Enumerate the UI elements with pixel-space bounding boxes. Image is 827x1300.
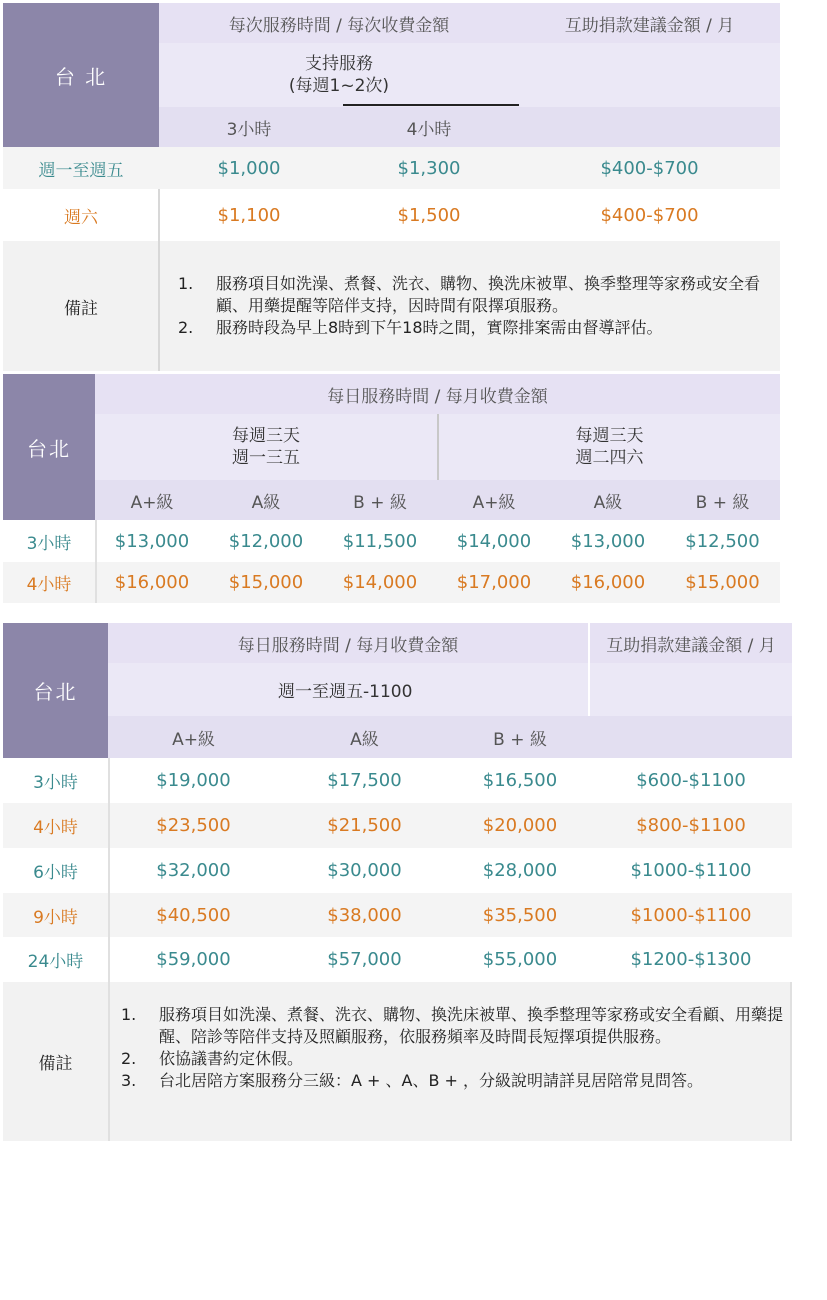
label-divider bbox=[95, 520, 97, 603]
schedule: 週一至週五-1100 bbox=[108, 663, 588, 716]
service-type bbox=[159, 43, 519, 107]
donation-cell: $400-$700 bbox=[519, 147, 780, 189]
grade-header: A級 bbox=[209, 480, 323, 520]
grade-header: B + 級 bbox=[450, 716, 590, 758]
row-label: 3小時 bbox=[3, 520, 95, 562]
note-text: 依協議書約定休假。 bbox=[159, 1049, 304, 1068]
city-cell: 台 北 bbox=[3, 3, 159, 147]
price-cell: $1,500 bbox=[339, 189, 519, 241]
grade-header: A+級 bbox=[108, 716, 279, 758]
note-number: 1. bbox=[178, 274, 194, 293]
row-label: 3小時 bbox=[3, 758, 108, 803]
price-cell: $40,500 bbox=[108, 893, 279, 937]
row-label: 週六 bbox=[3, 189, 159, 241]
col-donation-blank bbox=[519, 107, 780, 147]
donation-cell: $1200-$1300 bbox=[590, 937, 792, 982]
price-cell: $28,000 bbox=[450, 848, 590, 893]
price-cell: $19,000 bbox=[108, 758, 279, 803]
price-cell: $35,500 bbox=[450, 893, 590, 937]
price-cell: $17,500 bbox=[279, 758, 450, 803]
note-item bbox=[178, 317, 773, 339]
note-text: 服務項目如洗澡、煮餐、洗衣、購物、換洗床被單、換季整理等家務或安全看顧、用藥提醒、陪診等陪伴支持及照顧服務，依服務頻率及時間長短擇項提供服務。 bbox=[159, 1005, 784, 1046]
donation-cell: $1000-$1100 bbox=[590, 848, 792, 893]
notes-label: 備註 bbox=[3, 241, 159, 371]
grade-header: A+級 bbox=[437, 480, 551, 520]
label-divider bbox=[108, 758, 110, 1141]
note-number: 2. bbox=[121, 1049, 137, 1068]
note-number: 1. bbox=[121, 1005, 137, 1024]
price-cell: $15,000 bbox=[665, 562, 780, 603]
notes-list bbox=[178, 273, 773, 339]
price-cell: $57,000 bbox=[279, 937, 450, 982]
service-line2: (每週1~2次) bbox=[288, 76, 390, 96]
header-time: 每次服務時間 / 每次收費金額 bbox=[159, 3, 519, 43]
price-cell: $17,000 bbox=[437, 562, 551, 603]
price-cell: $16,000 bbox=[95, 562, 209, 603]
table-1 bbox=[3, 3, 780, 371]
row-label: 週一至週五 bbox=[3, 147, 159, 189]
row-label: 9小時 bbox=[3, 893, 108, 937]
donation-cell: $600-$1100 bbox=[590, 758, 792, 803]
right-border bbox=[790, 982, 792, 1141]
note-item bbox=[178, 273, 773, 317]
grade-header: A+級 bbox=[95, 480, 209, 520]
service-underline bbox=[343, 104, 519, 106]
price-cell: $14,000 bbox=[437, 520, 551, 562]
group-line1: 每週三天 bbox=[575, 426, 644, 446]
notes-label: 備註 bbox=[3, 982, 108, 1141]
price-cell: $16,000 bbox=[551, 562, 665, 603]
header-donation: 互助捐款建議金額 / 月 bbox=[519, 3, 780, 43]
donation-header-blank bbox=[590, 716, 792, 758]
group-divider bbox=[437, 414, 439, 480]
table-3 bbox=[3, 623, 792, 1141]
note-text: 服務時段為早上8時到下午18時之間，實際排案需由督導評估。 bbox=[216, 318, 663, 337]
note-item bbox=[121, 1004, 783, 1048]
price-cell: $12,500 bbox=[665, 520, 780, 562]
price-cell: $12,000 bbox=[209, 520, 323, 562]
notes-list bbox=[121, 1004, 783, 1092]
price-cell: $14,000 bbox=[323, 562, 437, 603]
price-cell: $1,100 bbox=[159, 189, 339, 241]
donation-cell: $1000-$1100 bbox=[590, 893, 792, 937]
price-cell: $13,000 bbox=[551, 520, 665, 562]
price-cell: $13,000 bbox=[95, 520, 209, 562]
donation-cell: $800-$1100 bbox=[590, 803, 792, 848]
grade-header: B + 級 bbox=[665, 480, 780, 520]
note-text: 服務項目如洗澡、煮餐、洗衣、購物、換洗床被單、換季整理等家務或安全看顧、用藥提醒等陪伴支持，因時間有限擇項服務。 bbox=[216, 274, 761, 315]
note-number: 3. bbox=[121, 1071, 137, 1090]
price-cell: $15,000 bbox=[209, 562, 323, 603]
price-cell: $59,000 bbox=[108, 937, 279, 982]
group-mon-wed-fri bbox=[95, 414, 437, 480]
note-number: 2. bbox=[178, 318, 194, 337]
col-4h: 4小時 bbox=[339, 107, 519, 147]
price-cell: $16,500 bbox=[450, 758, 590, 803]
price-cell: $23,500 bbox=[108, 803, 279, 848]
grade-header: A級 bbox=[279, 716, 450, 758]
price-cell: $11,500 bbox=[323, 520, 437, 562]
header-donation: 互助捐款建議金額 / 月 bbox=[590, 623, 792, 663]
donation-blank bbox=[519, 43, 780, 107]
group-line2: 週一三五 bbox=[232, 448, 300, 468]
group-tue-thu-sat bbox=[439, 414, 780, 480]
price-cell: $1,000 bbox=[159, 147, 339, 189]
donation-cell: $400-$700 bbox=[519, 189, 780, 241]
row-label: 6小時 bbox=[3, 848, 108, 893]
table-2 bbox=[3, 374, 780, 603]
header-time: 每日服務時間 / 每月收費金額 bbox=[95, 374, 780, 414]
price-cell: $1,300 bbox=[339, 147, 519, 189]
donation-blank bbox=[590, 663, 792, 716]
col-3h: 3小時 bbox=[159, 107, 339, 147]
row-label: 4小時 bbox=[3, 803, 108, 848]
group-line2: 週二四六 bbox=[575, 448, 644, 468]
service-line1: 支持服務 bbox=[305, 54, 373, 74]
price-cell: $20,000 bbox=[450, 803, 590, 848]
row-label: 4小時 bbox=[3, 562, 95, 603]
city-cell: 台北 bbox=[3, 623, 108, 758]
note-text: 台北居陪方案服務分三級：A + 、A、B + ，分級說明請詳見居陪常見問答。 bbox=[159, 1071, 704, 1090]
price-cell: $38,000 bbox=[279, 893, 450, 937]
group-line1: 每週三天 bbox=[232, 426, 300, 446]
price-cell: $21,500 bbox=[279, 803, 450, 848]
price-cell: $32,000 bbox=[108, 848, 279, 893]
header-time: 每日服務時間 / 每月收費金額 bbox=[108, 623, 588, 663]
grade-header: B + 級 bbox=[323, 480, 437, 520]
city-cell: 台北 bbox=[3, 374, 95, 520]
note-item bbox=[121, 1070, 783, 1092]
price-cell: $55,000 bbox=[450, 937, 590, 982]
note-item bbox=[121, 1048, 783, 1070]
grade-header: A級 bbox=[551, 480, 665, 520]
price-cell: $30,000 bbox=[279, 848, 450, 893]
row-label: 24小時 bbox=[3, 937, 108, 982]
